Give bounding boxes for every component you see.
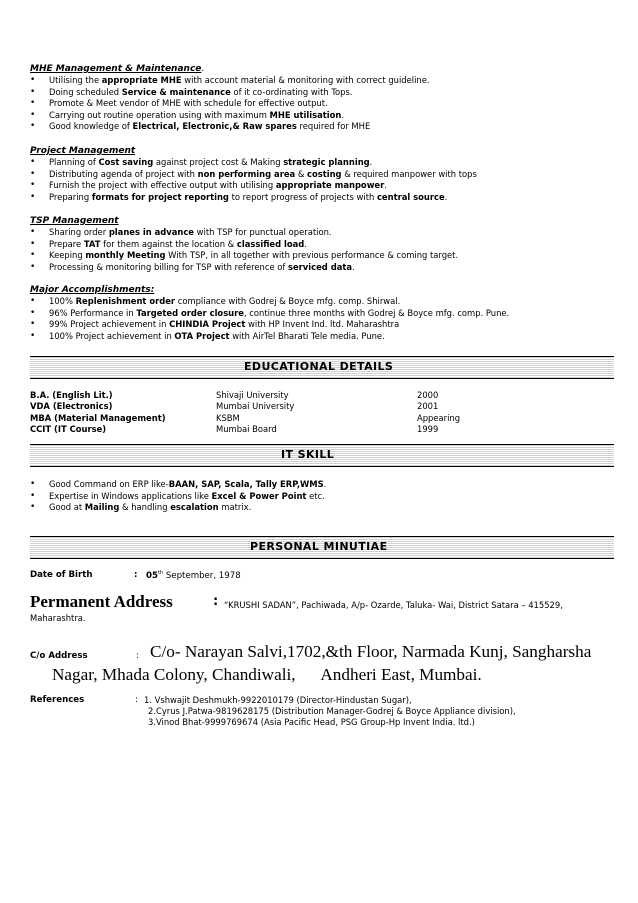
bold-text: formats for project reporting — [91, 191, 229, 202]
list-item — [30, 250, 458, 262]
list-item — [30, 262, 458, 274]
bold-text: Mailing — [84, 502, 120, 513]
text: . — [384, 180, 387, 191]
bold-text: escalation — [170, 502, 219, 513]
text: & required manpower with tops — [341, 168, 477, 179]
text: Distributing agenda of project with — [49, 168, 198, 179]
list-item — [30, 239, 458, 251]
bold-text: TAT — [83, 238, 101, 249]
text: for them against the location & — [100, 238, 237, 249]
permanent-address-line1: “KRUSHI SADAN”, Pachiwada, A/p- Ozarde, Taluka- Wai, District Satara – 415529, — [224, 600, 563, 610]
education-heading: EDUCATIONAL DETAILS — [244, 360, 394, 373]
education-degree: CCIT (IT Course) — [30, 423, 107, 434]
text: matrix. — [218, 502, 252, 513]
bold-text: costing — [307, 168, 342, 179]
text: 100% — [49, 296, 76, 306]
text: Utilising the — [49, 75, 102, 85]
mhe-title-text: MHE Management & Maintenance — [30, 64, 202, 74]
text: . — [304, 238, 307, 249]
list-item — [30, 502, 326, 514]
reference-2: 2.Cyrus J.Patwa-9819628175 (Distribution Manager-Godrej & Boyce Appliance division), — [148, 706, 516, 716]
list-item — [30, 121, 430, 133]
bold-text: Service & maintenance — [121, 86, 231, 97]
text: & — [295, 168, 308, 179]
dob-value — [146, 570, 241, 581]
text: with HP Invent Ind. ltd. Maharashtra — [245, 319, 400, 330]
list-item — [30, 308, 509, 320]
bold-text: serviced data — [288, 261, 352, 272]
bold-text: BAAN, SAP, Scala, Tally ERP,WMS — [168, 479, 324, 489]
personal-band — [30, 536, 614, 559]
mhe-title-suffix: . — [201, 64, 205, 74]
bold-text: strategic planning — [283, 157, 370, 167]
education-institute: Mumbai University — [216, 401, 295, 412]
text: of it co-ordinating with Tops. — [230, 86, 353, 97]
permanent-address-line2: Maharashtra. — [30, 613, 86, 623]
list-item — [30, 110, 430, 122]
permanent-address-colon: : — [213, 594, 219, 609]
bold-text: planes in advance — [108, 227, 194, 237]
text: , continue three months with Godrej & Boyce mfg. comp. Pune. — [243, 307, 510, 318]
bold-text: MHE utilisation — [269, 109, 342, 120]
text: . — [352, 261, 355, 272]
list-item — [30, 87, 430, 99]
text: Expertise in Windows applications like — [49, 490, 212, 501]
education-degree: B.A. (English Lit.) — [30, 390, 113, 400]
bold-text: Replenishment order — [75, 296, 176, 306]
text: Keeping — [49, 250, 86, 261]
it-skill-list — [30, 479, 326, 514]
education-degree: MBA (Material Management) — [30, 412, 166, 423]
dob-rest: September, 1978 — [163, 570, 241, 581]
education-institute: Mumbai Board — [216, 423, 277, 434]
reference-1: 1. Vshwajit Deshmukh-9922010179 (Director-Hindustan Sugar), — [144, 695, 412, 705]
bold-text: Electrical, Electronic,& Raw spares — [132, 121, 297, 132]
education-year: 1999 — [417, 423, 439, 434]
text: compliance with Godrej & Boyce mfg. comp. Shirwal. — [175, 296, 401, 306]
text: . — [323, 479, 327, 489]
text: Prepare — [49, 238, 84, 249]
bold-text: monthly Meeting — [85, 250, 166, 261]
text: required for MHE — [296, 121, 371, 132]
co-address-label: C/o Address — [30, 651, 88, 661]
text: 96% Performance in — [49, 307, 137, 318]
reference-3: 3.Vinod Bhat-9999769674 (Asia Pacific Head, PSG Group-Hp Invent India. ltd.) — [148, 717, 475, 727]
tsp-section-title: TSP Management — [30, 216, 119, 226]
education-band — [30, 356, 614, 379]
text: to report progress of projects with — [228, 191, 377, 202]
tsp-list — [30, 227, 458, 273]
text: 100% Project achievement in — [49, 330, 175, 341]
mhe-section-title — [30, 64, 204, 74]
co-address-line2: Nagar, Mhada Colony, Chandiwali, Andheri East, Mumbai. — [52, 665, 482, 684]
text: with account material & monitoring with correct guideline. — [181, 75, 430, 85]
list-item — [30, 75, 430, 87]
co-address-line1: C/o- Narayan Salvi,1702,&th Floor, Narmada Kunj, Sangharsha — [150, 642, 592, 661]
text: Planning of — [49, 157, 99, 167]
list-item — [30, 331, 509, 343]
text: against project cost & Making — [153, 157, 284, 167]
bold-text: classified load — [236, 238, 305, 249]
text: Furnish the project with effective output with utilising — [49, 180, 276, 191]
accomplishments-section-title: Major Accomplishments: — [30, 285, 155, 295]
bold-text: Excel & Power Point — [211, 490, 307, 501]
dob-label: Date of Birth — [30, 570, 93, 580]
permanent-address-label: Permanent Address — [30, 592, 173, 611]
text: Processing & monitoring billing for TSP with reference of — [49, 261, 289, 272]
list-item — [30, 180, 477, 192]
dob-day: 05 — [146, 570, 158, 581]
text: Good at — [49, 502, 85, 513]
text: Good knowledge of — [49, 121, 133, 132]
accomplishments-list — [30, 296, 509, 342]
list-item — [30, 479, 326, 491]
text: Preparing — [49, 191, 92, 202]
education-year: 2001 — [417, 401, 439, 412]
text: . — [369, 157, 373, 167]
bold-text: OTA Project — [174, 330, 230, 341]
education-institute: Shivaji University — [216, 390, 289, 400]
references-colon: : — [135, 695, 138, 705]
list-item — [30, 491, 326, 503]
text: Doing scheduled — [49, 86, 122, 97]
text: 99% Project achievement in — [49, 319, 170, 330]
personal-heading: PERSONAL MINUTIAE — [250, 540, 388, 553]
dob-colon: : — [134, 570, 138, 580]
bold-text: appropriate MHE — [101, 75, 182, 85]
bold-text: Targeted order closure — [136, 307, 244, 318]
education-institute: KSBM — [216, 412, 240, 423]
list-item — [30, 192, 477, 204]
education-degree: VDA (Electronics) — [30, 401, 113, 412]
dob-suffix: th — [157, 570, 164, 576]
bold-text: non performing area — [197, 168, 296, 179]
text: . — [341, 109, 345, 120]
education-year: Appearing — [417, 412, 461, 423]
text: with AirTel Bharati Tele media. Pune. — [229, 330, 385, 341]
co-address-colon: : — [136, 651, 139, 661]
education-year: 2000 — [417, 390, 439, 400]
project-list — [30, 157, 477, 203]
text: Good Command on ERP like- — [49, 479, 169, 489]
bold-text: appropriate manpower — [275, 180, 385, 191]
text: with TSP for punctual operation. — [194, 227, 332, 237]
references-label: References — [30, 695, 85, 705]
list-item — [30, 157, 477, 169]
list-item — [30, 227, 458, 239]
mhe-list — [30, 75, 430, 133]
list-item — [30, 98, 430, 110]
text: . — [444, 191, 448, 202]
it-skill-heading: IT SKILL — [281, 448, 335, 461]
text: & handling — [119, 502, 171, 513]
text: Sharing order — [49, 227, 109, 237]
text: With TSP, in all together with previous performance & coming target. — [165, 250, 459, 261]
project-section-title: Project Management — [30, 146, 136, 156]
text: Carrying out routine operation using with maximum — [49, 109, 270, 120]
it-skill-band — [30, 444, 614, 467]
bold-text: CHINDIA Project — [169, 319, 246, 330]
text: Promote & Meet vendor of MHE with schedule for effective output. — [49, 98, 328, 109]
bold-text: central source — [376, 191, 445, 202]
bold-text: Cost saving — [98, 157, 154, 167]
list-item — [30, 296, 509, 308]
text: etc. — [306, 490, 325, 501]
list-item — [30, 319, 509, 331]
list-item — [30, 169, 477, 181]
